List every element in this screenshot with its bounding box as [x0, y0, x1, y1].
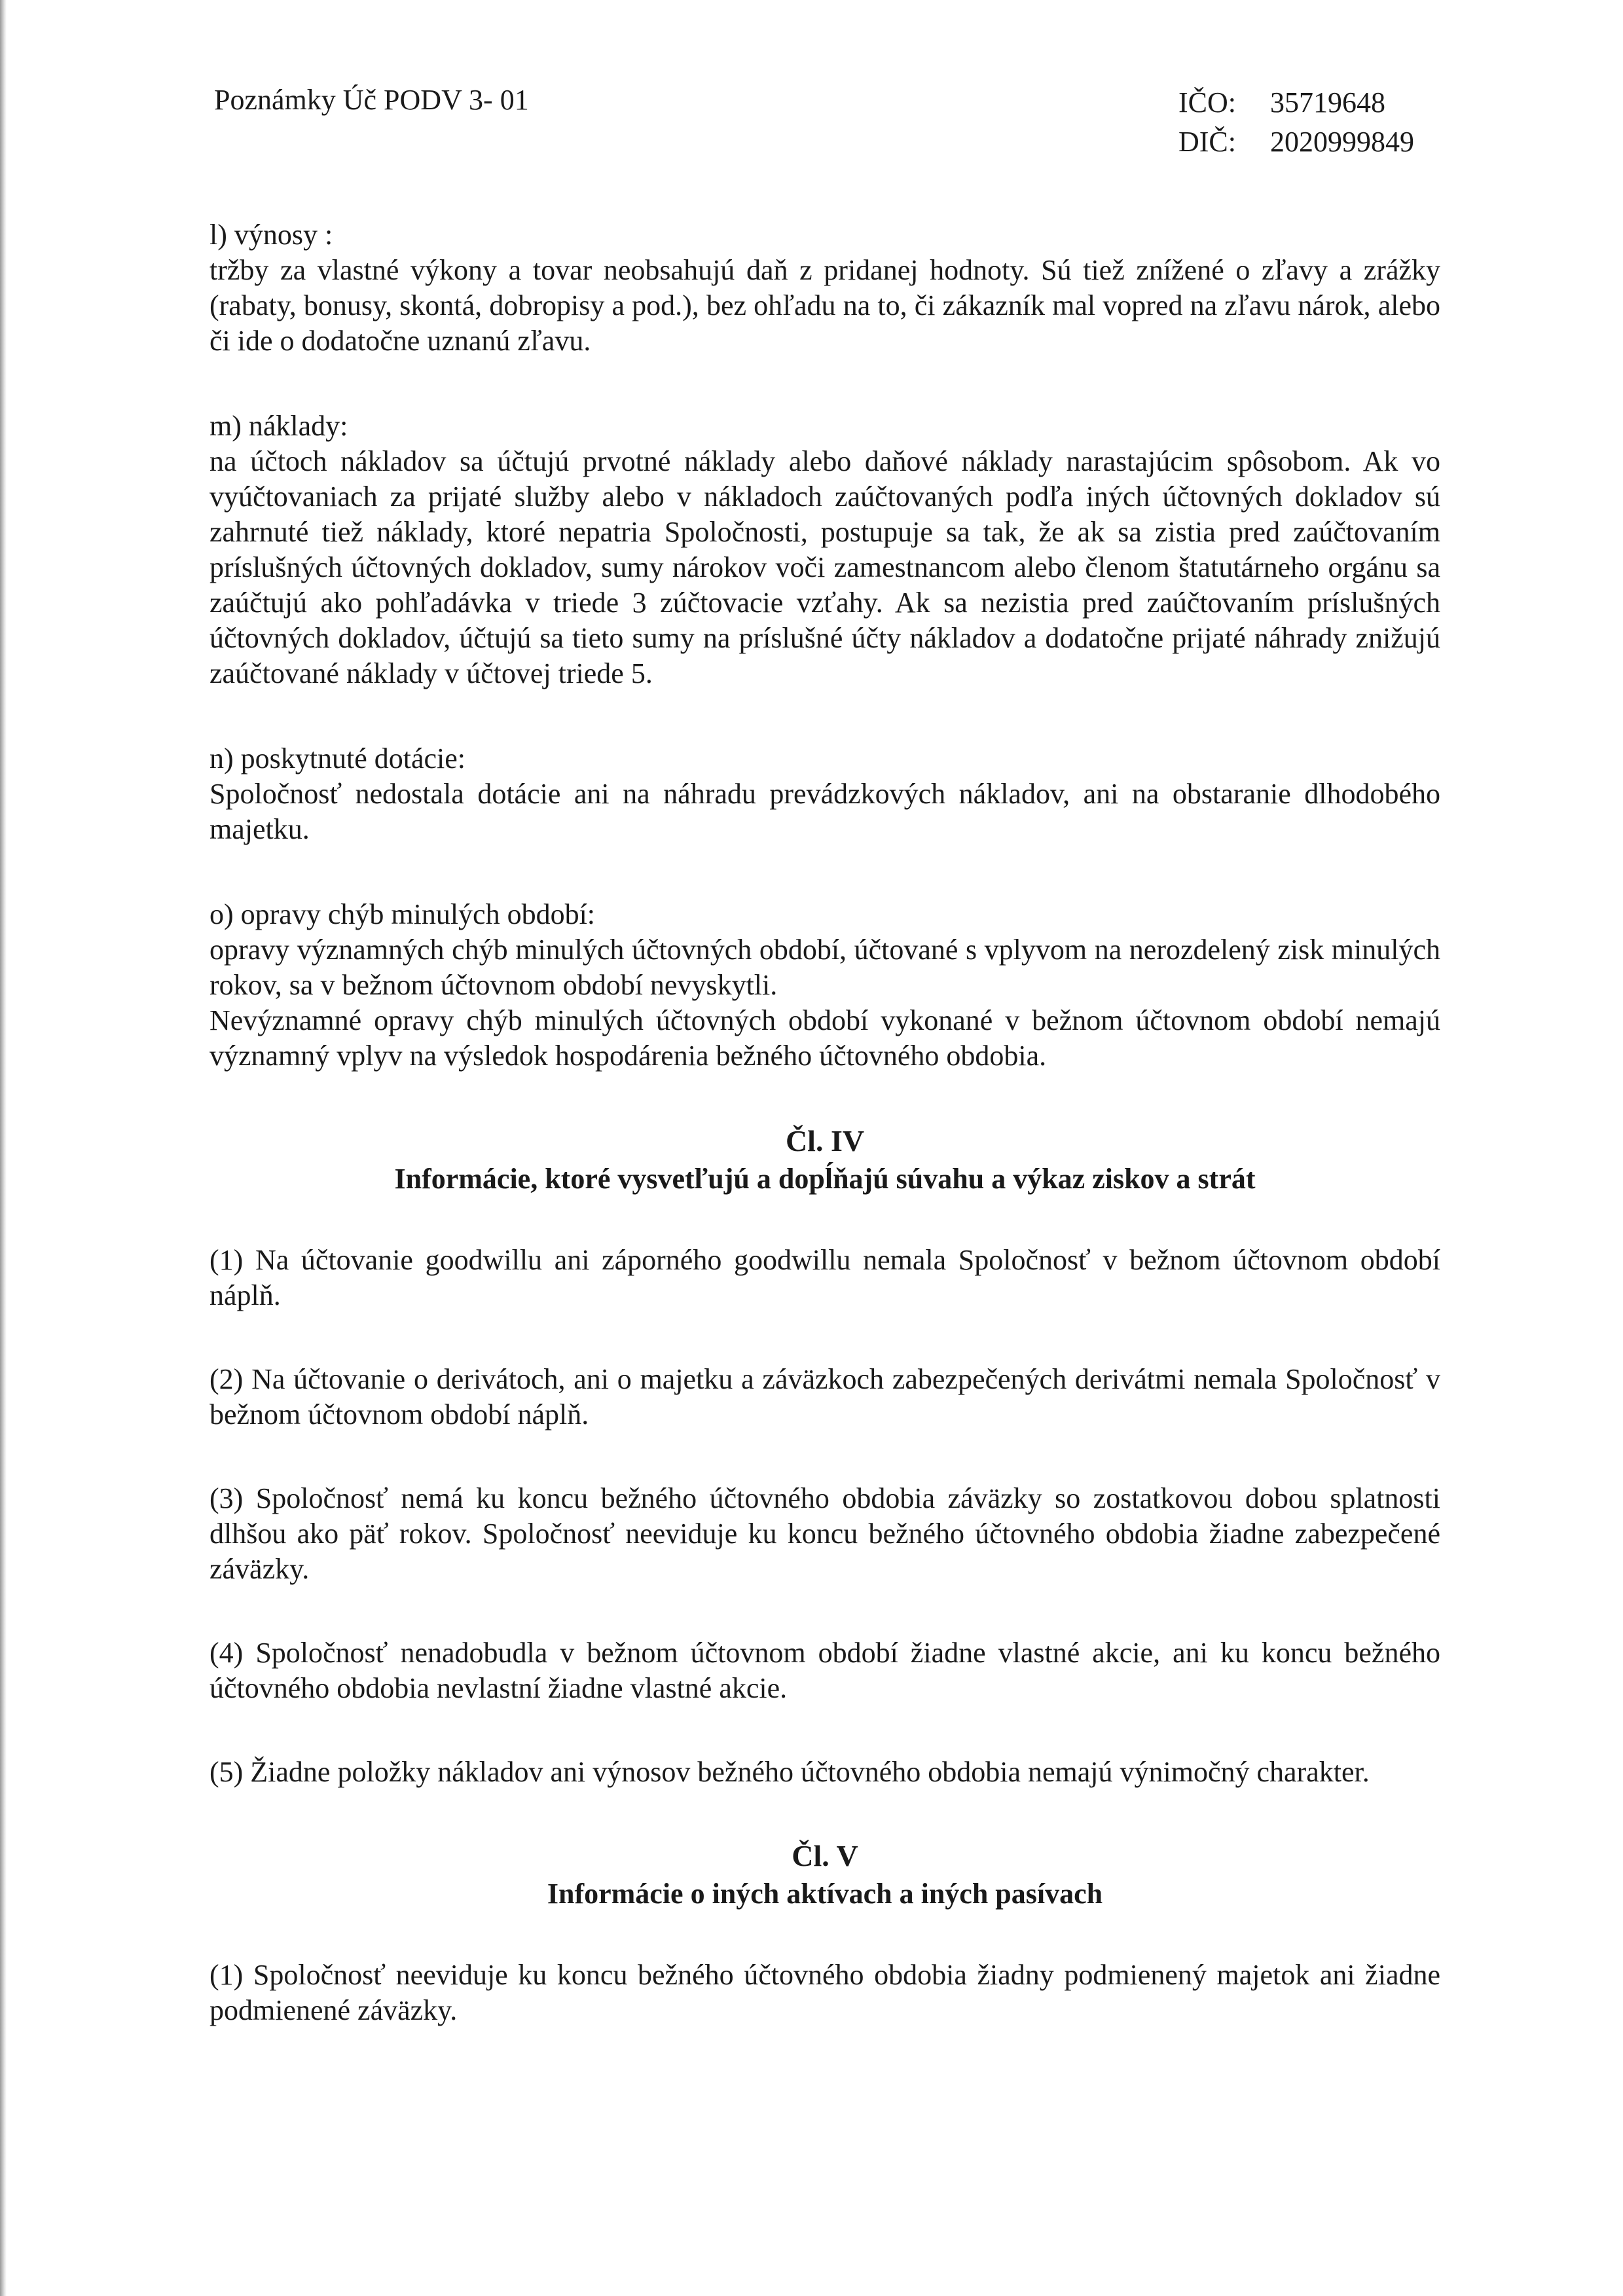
item-text: tržby za vlastné výkony a tovar neobsahujú daň z pridanej hodnoty. Sú tiež znížené o zľavy a zrážky (rabaty, bonusy, skontá, dobropisy a pod.), bez ohľadu na to, či zákazník mal vopred na zľavu nárok, alebo či ide o dodatočne uznanú zľavu. — [210, 254, 1440, 357]
item-text: na účtoch nákladov sa účtujú prvotné náklady alebo daňové náklady narastajúcim spôsobom. Ak vo vyúčtovaniach za prijaté služby alebo v nákladoch zaúčtovaných podľa iných účtovných dokladov sú zahrnuté tiež náklady, ktoré nepatria Spoločnosti, postupuje sa tak, že ak sa zistia pred zaúčtovaním príslušných účtovných dokladov, sumy nárokov voči zamestnancom alebo členom štatutárneho orgánu sa zaúčtujú ako pohľadávka v triede 3 zúčtovacie vzťahy. Ak sa nezistia pred zaúčtovaním príslušných účtovných dokladov, účtujú sa tieto sumy na príslušné účty nákladov a dodatočne prijaté náhrady znižujú zaúčtované náklady v účtovej triede 5. — [210, 445, 1440, 689]
document-reference: Poznámky Úč PODV 3- 01 — [214, 84, 529, 116]
section-iv-paragraph-2: (2) Na účtovanie o derivátoch, ani o majetku a záväzkoch zabezpečených derivátmi nemala Spoločnosť v bežnom účtovnom období náplň. — [210, 1363, 1440, 1430]
section-iv-paragraph-1: (1) Na účtovanie goodwillu ani záporného goodwillu nemala Spoločnosť v bežnom účtovnom období náplň. — [210, 1244, 1440, 1311]
section-number: Čl. IV — [785, 1124, 865, 1157]
dic-label: DIČ: — [1178, 126, 1236, 158]
ico-row — [1178, 83, 1414, 122]
dic-row — [1178, 122, 1414, 162]
item-title: m) náklady: — [210, 410, 348, 442]
item-o-opravy — [210, 897, 1440, 1074]
item-title: n) poskytnuté dotácie: — [210, 742, 466, 774]
document-body — [210, 217, 1440, 2077]
item-text: opravy významných chýb minulých účtovných období, účtované s vplyvom na nerozdelený zisk minulých rokov, sa v bežnom účtovnom období nevyskytli. — [210, 934, 1440, 1001]
section-iv-paragraph-5: (5) Žiadne položky nákladov ani výnosov bežného účtovného obdobia nemajú výnimočný charakter. — [210, 1756, 1370, 1788]
section-iv-paragraph-4: (4) Spoločnosť nenadobudla v bežnom účtovnom období žiadne vlastné akcie, ani ku koncu bežného účtovného obdobia nevlastní žiadne vlastné akcie. — [210, 1637, 1440, 1704]
item-n-dotacie — [210, 741, 1440, 847]
section-number: Čl. V — [792, 1839, 858, 1872]
section-title: Informácie, ktoré vysvetľujú a dopĺňajú súvahu a výkaz ziskov a strát — [394, 1163, 1256, 1195]
item-title: o) opravy chýb minulých období: — [210, 898, 596, 930]
item-m-naklady — [210, 409, 1440, 691]
item-l-vynosy — [210, 217, 1440, 359]
item-text-2: Nevýznamné opravy chýb minulých účtovných období vykonané v bežnom účtovnom období nemajú významný vplyv na výsledok hospodárenia bežného účtovného obdobia. — [210, 1004, 1440, 1072]
scan-edge — [0, 0, 7, 2296]
ico-label: IČO: — [1178, 86, 1236, 118]
dic-value: 2020999849 — [1270, 126, 1414, 158]
section-iv-paragraph-3: (3) Spoločnosť nemá ku koncu bežného účtovného obdobia záväzky so zostatkovou dobou splatnosti dlhšou ako päť rokov. Spoločnosť neeviduje ku koncu bežného účtovného obdobia žiadne zabezpečené záväzky. — [210, 1482, 1440, 1585]
section-title: Informácie o iných aktívach a iných pasívach — [547, 1878, 1103, 1910]
company-ids — [1178, 83, 1414, 162]
section-v-paragraph-1: (1) Spoločnosť neeviduje ku koncu bežného účtovného obdobia žiadny podmienený majetok ani žiadne podmienené záväzky. — [210, 1959, 1440, 2026]
item-text: Spoločnosť nedostala dotácie ani na náhradu prevádzkových nákladov, ani na obstaranie dlhodobého majetku. — [210, 778, 1440, 845]
section-iv-heading — [210, 1123, 1440, 1197]
item-title: l) výnosy : — [210, 219, 333, 251]
ico-value: 35719648 — [1270, 86, 1385, 118]
section-v-heading — [210, 1838, 1440, 1912]
